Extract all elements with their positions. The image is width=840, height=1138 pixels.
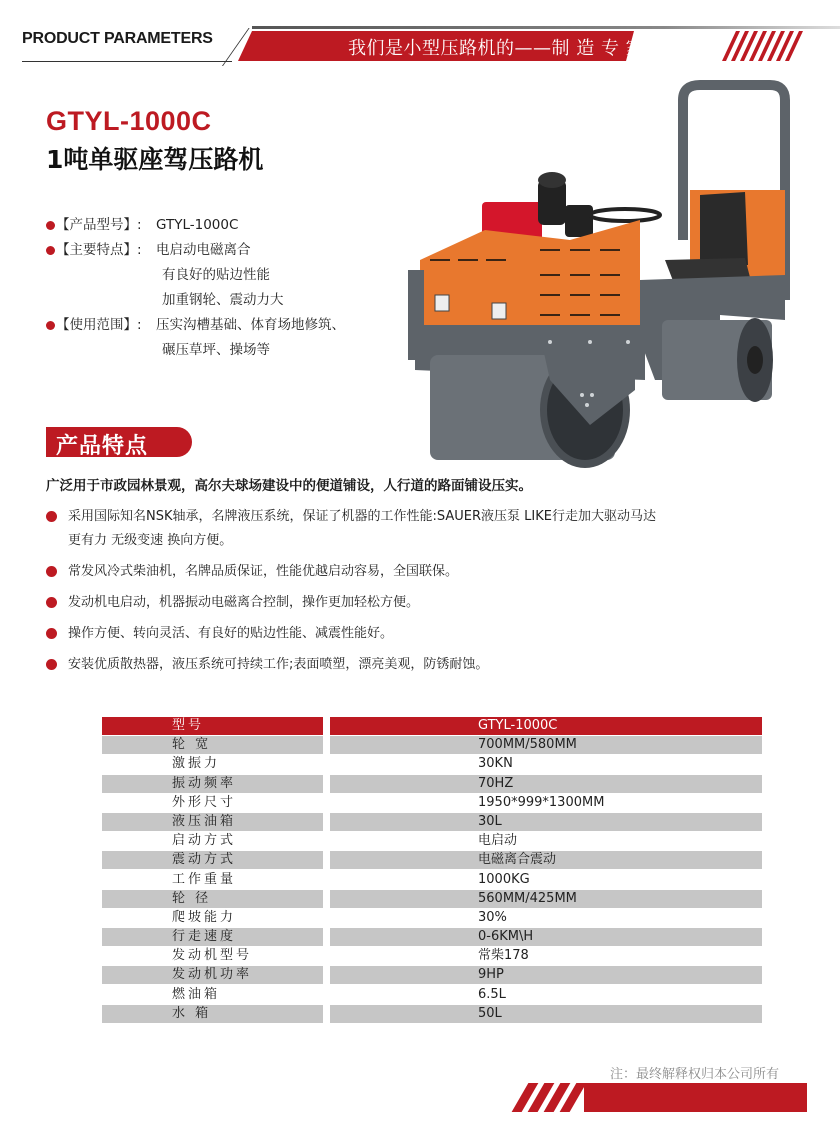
spec-row bbox=[102, 947, 762, 966]
feature-item bbox=[46, 653, 806, 677]
feature-text: 采用国际知名NSK轴承，名牌液压系统，保证了机器的工作性能:SAUER液压泵 LIKE行走加大驱动马达 bbox=[68, 509, 656, 524]
spec-row bbox=[102, 890, 762, 909]
footer-red-bar bbox=[584, 1083, 807, 1112]
spec-value: 常柴178 bbox=[478, 948, 529, 964]
feature-text: 发动机电启动，机器振动电磁离合控制，操作更加轻松方便。 bbox=[68, 595, 420, 610]
bullet-icon bbox=[46, 221, 55, 230]
feature-text: 更有力 无级变速 换向方便。 bbox=[68, 533, 233, 548]
spec-value: 560MM/425MM bbox=[330, 890, 762, 908]
section-label-underline bbox=[22, 61, 232, 62]
spec-row bbox=[102, 813, 762, 832]
footer-stripes-decoration bbox=[512, 1083, 592, 1112]
bullet-icon bbox=[46, 566, 57, 577]
feature-item bbox=[46, 560, 806, 584]
spec-value: 70HZ bbox=[330, 775, 762, 793]
spec-row bbox=[102, 736, 762, 755]
intro-features-line: 电启动电磁离合 bbox=[156, 242, 251, 258]
intro-features-label: 【主要特点】: bbox=[56, 242, 142, 258]
feature-item bbox=[46, 505, 806, 529]
spec-label: 轮 宽 bbox=[102, 736, 323, 754]
intro-features-line: 有良好的贴边性能 bbox=[162, 267, 270, 283]
spec-label: 燃油箱 bbox=[172, 986, 221, 1002]
spec-row bbox=[102, 775, 762, 794]
spec-row bbox=[102, 986, 762, 1005]
spec-row bbox=[102, 909, 762, 928]
spec-value: 30KN bbox=[478, 756, 513, 772]
bullet-icon bbox=[46, 246, 55, 255]
product-model-title: GTYL-1000C bbox=[46, 106, 212, 136]
header-banner-text: 我们是小型压路机的——制 造 专 家 bbox=[348, 38, 645, 59]
spec-label: 行走速度 bbox=[102, 928, 323, 946]
spec-row bbox=[102, 871, 762, 890]
intro-model-label: 【产品型号】: bbox=[56, 217, 142, 233]
spec-label: 水 箱 bbox=[102, 1005, 323, 1023]
spec-label: 爬坡能力 bbox=[172, 909, 237, 925]
header-stripes-decoration bbox=[725, 31, 805, 61]
feature-text: 操作方便、转向灵活、有良好的贴边性能、减震性能好。 bbox=[68, 626, 394, 641]
features-lead-text: 广泛用于市政园林景观，高尔夫球场建设中的便道铺设，人行道的路面铺设压实。 bbox=[46, 478, 532, 494]
spec-label: 轮 径 bbox=[102, 890, 323, 908]
spec-row bbox=[102, 966, 762, 985]
feature-item bbox=[46, 622, 806, 646]
spec-value: 700MM/580MM bbox=[330, 736, 762, 754]
bullet-icon bbox=[46, 628, 57, 639]
spec-table-header bbox=[102, 717, 762, 736]
spec-row bbox=[102, 832, 762, 851]
intro-features-line: 加重钢轮、震动力大 bbox=[162, 292, 284, 308]
spec-value: 6.5L bbox=[478, 986, 506, 1002]
footer-note: 注：最终解释权归本公司所有 bbox=[610, 1067, 780, 1082]
intro-usage-line: 碾压草坪、操场等 bbox=[162, 342, 270, 358]
features-list bbox=[46, 505, 806, 684]
spec-header-value: GTYL-1000C bbox=[330, 717, 762, 735]
spec-header-label: 型号 bbox=[102, 717, 323, 735]
bullet-icon bbox=[46, 597, 57, 608]
spec-table bbox=[102, 717, 762, 1024]
spec-value: 1000KG bbox=[478, 871, 530, 887]
spec-value: 0-6KM\H bbox=[330, 928, 762, 946]
spec-row bbox=[102, 755, 762, 774]
spec-value: 1950*999*1300MM bbox=[478, 794, 605, 810]
header-top-line bbox=[252, 26, 840, 29]
spec-value: 30% bbox=[478, 909, 507, 925]
section-label: PRODUCT PARAMETERS bbox=[22, 30, 213, 47]
feature-text: 安装优质散热器，液压系统可持续工作;表面喷塑，漂亮美观，防锈耐蚀。 bbox=[68, 657, 489, 672]
spec-label: 启动方式 bbox=[172, 833, 237, 849]
spec-label: 激振力 bbox=[172, 756, 221, 772]
spec-row bbox=[102, 1005, 762, 1024]
spec-label: 振动频率 bbox=[102, 775, 323, 793]
spec-value: 9HP bbox=[330, 966, 762, 984]
intro-usage-line: 压实沟槽基础、体育场地修筑、 bbox=[156, 317, 345, 333]
bullet-icon bbox=[46, 321, 55, 330]
feature-item bbox=[46, 591, 806, 615]
spec-value: 50L bbox=[330, 1005, 762, 1023]
bullet-icon bbox=[46, 659, 57, 670]
spec-label: 发动机功率 bbox=[102, 966, 323, 984]
spec-label: 液压油箱 bbox=[102, 813, 323, 831]
spec-value: 电启动 bbox=[478, 833, 518, 849]
features-heading: 产品特点 bbox=[56, 434, 149, 459]
spec-label: 震动方式 bbox=[102, 851, 323, 869]
intro-model-value: GTYL-1000C bbox=[156, 217, 239, 233]
spec-label: 工作重量 bbox=[172, 871, 237, 887]
spec-row bbox=[102, 794, 762, 813]
intro-usage-label: 【使用范围】: bbox=[56, 317, 142, 333]
feature-item-continuation bbox=[46, 529, 806, 553]
road-roller-illustration bbox=[400, 80, 800, 472]
spec-value: 电磁离合震动 bbox=[330, 851, 762, 869]
product-image bbox=[400, 80, 800, 472]
spec-label: 外形尺寸 bbox=[172, 794, 237, 810]
spec-row bbox=[102, 928, 762, 947]
spec-value: 30L bbox=[330, 813, 762, 831]
spec-row bbox=[102, 851, 762, 870]
product-name: 1吨单驱座驾压路机 bbox=[46, 145, 264, 174]
bullet-icon bbox=[46, 511, 57, 522]
spec-label: 发动机型号 bbox=[172, 948, 253, 964]
feature-text: 常发风冷式柴油机，名牌品质保证，性能优越启动容易，全国联保。 bbox=[68, 564, 459, 579]
